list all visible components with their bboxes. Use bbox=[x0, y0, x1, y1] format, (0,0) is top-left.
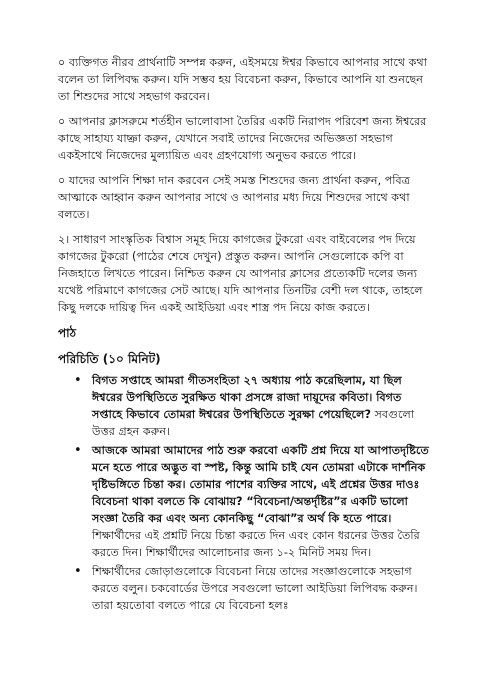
prayer-paragraph-3: ০ যাদের আপনি শিক্ষা দান করবেন সেই সমস্ত শিশুদের জন্য প্রার্থনা করুন, পবিত্র আত্মাকে আহ্বান করুন আপনার সাথে ও আপনার মধ্য দিয়ে শিশুদের সাথে কথা বলতে। bbox=[58, 174, 410, 221]
bullet-icon: • bbox=[74, 373, 82, 388]
introduction-heading: পরিচিতি (১০ মিনিট) bbox=[58, 352, 161, 366]
prayer-paragraph-2: ০ আপনার ক্লাসরুমে শর্তহীন ভালোবাসা তৈরির একটি নিরাপদ পরিবেশ জন্য ঈশ্বরের কাছে সাহায্য যাচ্ঞা করুন, যেখানে সবাই তাদের নিজেদের অভিজ্ঞতা সহভাগ একইসাথে নিজেদের মুল্যায়িত এবং গ্রহণযোগ্য অনুভব করতে পারে। bbox=[58, 115, 427, 162]
preparation-paragraph: ২। সাধারণ সাংস্কৃতিক বিশ্বাস সমূহ দিয়ে কাগজের টুকরো এবং বাইবেলের পদ দিয়ে কাগজের টুকরো (পাঠের শেষে দেখুন) প্রস্তুত করুন। আপনি সেগুলোকে কপি বা নিজহাতে লিখতে পারেন। নিশ্চিত করুন যে আপনার ক্লাসের প্রত্যেকটি দলের জন্য যথেষ্ট পরিমাণে কাগজের সেট আছে। যদি আপনার তিনটির বেশী দল থাকে, তাহলে কিছু দলকে দায়িত্ব দিন একই আইডিয়া এবং শাস্ত্র পদ নিয়ে কাজ করতে। bbox=[58, 233, 423, 314]
prayer-paragraph-1: ০ ব্যক্তিগত নীরব প্রার্থনাটি সম্পন্ন করুন, এইসময়ে ঈশ্বর কিভাবে আপনার সাথে কথা বলেন তা লিপিবদ্ধ করুন। যদি সম্ভব হয় বিবেচনা করুন, কিভাবে আপনি যা শুনছেন তা শিশুদের সাথে সহভাগ করবেন। bbox=[58, 56, 427, 103]
list-item bbox=[58, 563, 435, 614]
introduction-list bbox=[58, 372, 435, 614]
bullet-bold-text: আজকে আমরা আমাদের পাঠ শুরু করবো একটি প্রশ্ন দিয়ে যা আপাতদৃষ্টিতে মনে হতে পারে অদ্ভুত বা স্পষ্ট, কিন্তু আমি চাই যেন তোমরা এটাকে দার্শনিক দৃষ্টিভঙ্গিতে চিন্তা কর। তোমার পাশের ব্যক্তির সাথে, এই প্রশ্নের উত্তর দাওঃ বিবেচনা থাকা বলতে কি বোঝায়? “বিবেচনা/অন্তর্দৃষ্টির”র একটি ভালো সংজ্ঞা তৈরি কর এবং অন্য কোনকিছু “বোঝা”র অর্থ কি হতে পারে। bbox=[92, 444, 429, 525]
list-item bbox=[58, 442, 435, 561]
lesson-heading: পাঠ bbox=[58, 326, 77, 340]
bullet-normal-text: সবগুলো উত্তর গ্রহন করুন। bbox=[92, 408, 415, 438]
list-item bbox=[58, 372, 435, 440]
bullet-icon: • bbox=[74, 564, 82, 579]
bullet-icon: • bbox=[74, 443, 82, 458]
bullet-bold-text: বিগত সপ্তাহে আমরা গীতসংহিতা ২৭ অধ্যায় পাঠ করেছিলাম, যা ছিল ঈশ্বরের উপস্থিতিতে সুরক্ষিত থাকা প্রসঙ্গে রাজা দায়ূদের কবিতা। বিগত সপ্তাহে কিভাবে তোমরা ঈশ্বরের উপস্থিতিতে সুরক্ষা পেয়েছিলে? bbox=[92, 374, 402, 421]
bullet-normal-text: শিক্ষার্থীদের জোড়াগুলোকে বিবেচনা নিয়ে তাদের সংজ্ঞাগুলোকে সহভাগ করতে বলুন। চকবোর্ডের উপরে সবগুলো ভালো আইডিয়া লিপিবদ্ধ করুন। তারা হয়তোবা বলতে পারে যে বিবেচনা হলঃ bbox=[92, 565, 418, 612]
bullet-normal-text: শিক্ষার্থীদের এই প্রশ্নটি নিয়ে চিন্তা করতে দিন এবং কোন ধরনের উত্তর তৈরি করতে দিন। শিক্ষার্থীদের আলোচনার জন্য ১-২ মিনিট সময় দিন। bbox=[92, 529, 420, 559]
